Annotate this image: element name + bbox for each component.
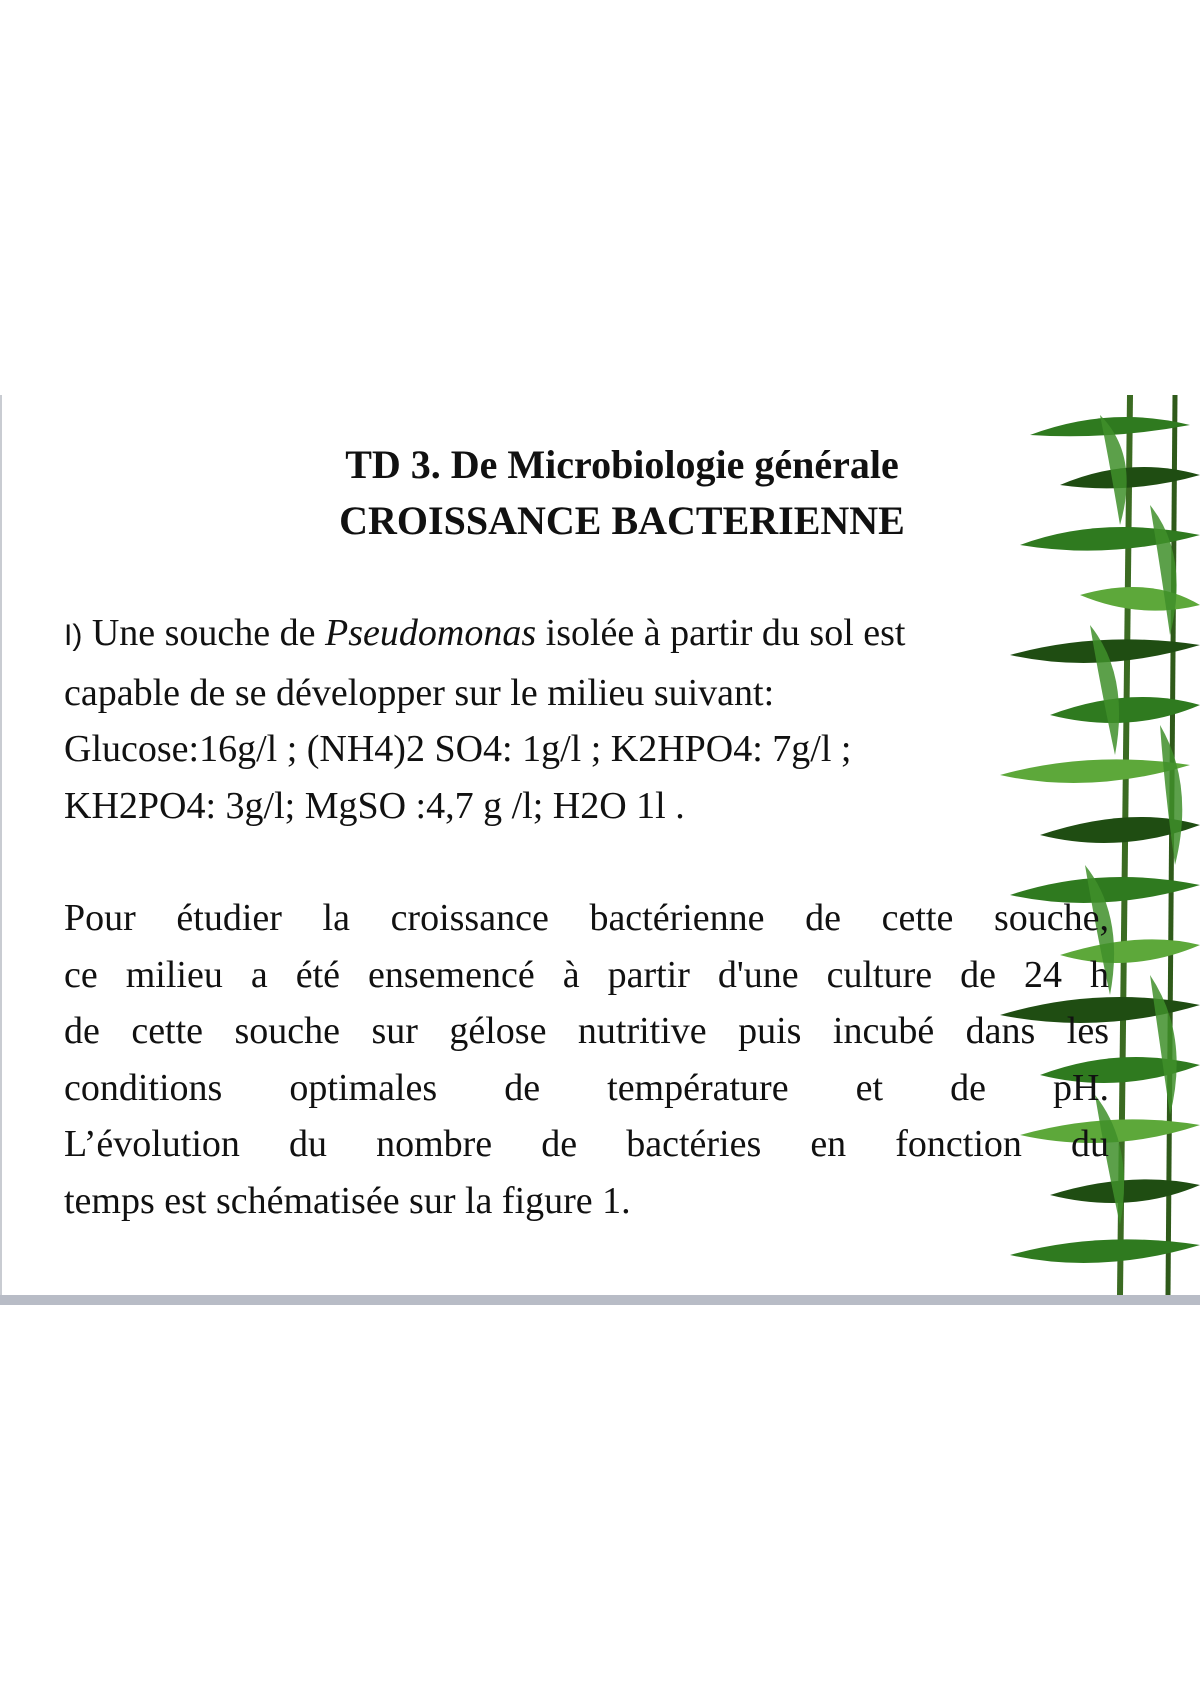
paragraph1-line-3: Glucose:16g/l ; (NH4)2 SO4: 1g/l ; K2HPO4: 7g/l ; xyxy=(64,728,852,770)
title-line-2: CROISSANCE BACTERIENNE xyxy=(339,498,905,543)
organism-name: Pseudomonas xyxy=(325,612,537,654)
title-line-1: TD 3. De Microbiologie générale xyxy=(345,442,899,487)
paragraph2-line-2: ce milieu a été ensemencé à partir d'une culture de 24 h xyxy=(64,953,1109,996)
slide xyxy=(0,395,1200,1295)
paragraph2-line-4: conditions optimales de température et de pH. xyxy=(64,1066,1109,1109)
paragraph-medium xyxy=(64,605,1109,834)
page-title xyxy=(2,437,1200,549)
item-marker: I) xyxy=(64,619,83,652)
intro-after: isolée à partir du sol est xyxy=(536,612,906,654)
paragraph1-line-2: capable de se développer sur le milieu suivant: xyxy=(64,671,775,714)
paragraph2-line-3: de cette souche sur gélose nutritive puis incubé dans les xyxy=(64,1010,1109,1052)
slide-bottom-border xyxy=(0,1295,1200,1305)
paragraph2-line-6: temps est schématisée sur la figure 1. xyxy=(64,1179,631,1222)
paragraph-growth-study xyxy=(64,890,1109,1229)
paragraph1-line-4: KH2PO4: 3g/l; MgSO :4,7 g /l; H2O 1l . xyxy=(64,784,685,827)
paragraph2-line-5: L’évolution du nombre de bactéries en fonction du xyxy=(64,1123,1109,1165)
paragraph1-line-1 xyxy=(64,605,1109,665)
paragraph2-line-1: Pour étudier la croissance bactérienne de cette souche, xyxy=(64,897,1109,939)
intro-before: Une souche de xyxy=(82,612,326,654)
